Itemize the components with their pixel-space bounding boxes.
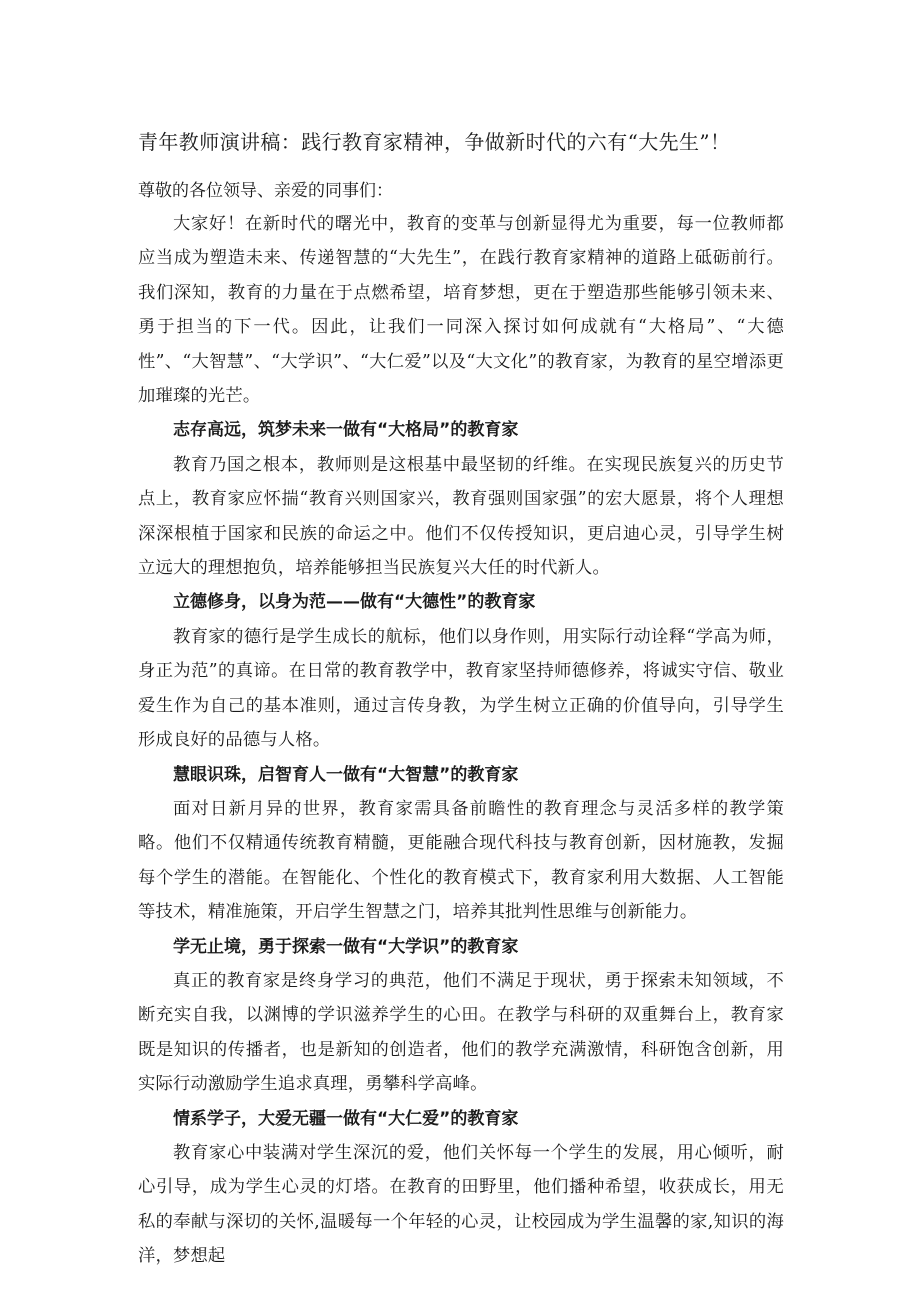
section-paragraph: 教育家心中装满对学生深沉的爱，他们关怀每一个学生的发展，用心倾听，耐心引导，成为学生心灵的灯塔。在教育的田野里，他们播种希望，收获成长，用无私的奉献与深切的关怀,温暖每一个年轻的心灵，让校园成为学生温馨的家,知识的海洋，梦想起 — [138, 1142, 784, 1267]
section-heading: 立德修身，以身为范——做有“大德性”的教育家 — [173, 592, 536, 613]
section-heading: 慧眼识珠，启智育人一做有“大智慧”的教育家 — [173, 764, 519, 785]
section-heading: 情系学子，大爱无疆一做有“大仁爱”的教育家 — [173, 1108, 519, 1129]
intro-paragraph: 大家好！在新时代的曙光中，教育的变革与创新显得尤为重要，每一位教师都应当成为塑造未来、传递智慧的“大先生”，在践行教育家精神的道路上砥砺前行。我们深知，教育的力量在于点燃希望，培育梦想，更在于塑造那些能够引领未来、勇于担当的下一代。因此，让我们一同深入探讨如何成就有“大格局”、“大德性”、“大智慧”、“大学识”、“大仁爱”以及“大文化”的教育家，为教育的星空增添更加璀璨的光芒。 — [138, 214, 784, 407]
section-paragraph: 真正的教育家是终身学习的典范，他们不满足于现状，勇于探索未知领域，不断充实自我，以渊博的学识滋养学生的心田。在教学与科研的双重舞台上，教育家既是知识的传播者，也是新知的创造者，他们的教学充满激情，科研饱含创新，用实际行动激励学生追求真理，勇攀科学高峰。 — [138, 970, 784, 1095]
section-paragraph: 教育乃国之根本，教师则是这根基中最坚韧的纤维。在实现民族复兴的历史节点上，教育家应怀揣“教育兴则国家兴，教育强则国家强”的宏大愿景，将个人理想深深根植于国家和民族的命运之中。他们不仅传授知识，更启迪心灵，引导学生树立远大的理想抱负，培养能够担当民族复兴大任的时代新人。 — [138, 454, 784, 579]
section-heading: 志存高远，筑梦未来一做有“大格局”的教育家 — [173, 420, 519, 441]
section-paragraph: 教育家的德行是学生成长的航标，他们以身作则，用实际行动诠释“学高为师，身正为范”的真谛。在日常的教育教学中，教育家坚持师德修养，将诚实守信、敬业爱生作为自己的基本准则，通过言传身教，为学生树立正确的价值导向，引导学生形成良好的品德与人格。 — [138, 626, 784, 751]
document-body — [138, 207, 784, 1274]
section-paragraph: 面对日新月异的世界，教育家需具备前瞻性的教育理念与灵活多样的教学策略。他们不仅精通传统教育精髓，更能融合现代科技与教育创新，因材施教，发掘每个学生的潜能。在智能化、个性化的教育模式下，教育家利用大数据、人工智能等技术，精准施策，开启学生智慧之门，培养其批判性思维与创新能力。 — [138, 798, 784, 923]
section-heading: 学无止境，勇于探索一做有“大学识”的教育家 — [173, 936, 519, 957]
document-title: 青年教师演讲稿：践行教育家精神，争做新时代的六有“大先生”！ — [138, 130, 731, 154]
salutation: 尊敬的各位领导、亲爱的同事们： — [138, 181, 393, 201]
